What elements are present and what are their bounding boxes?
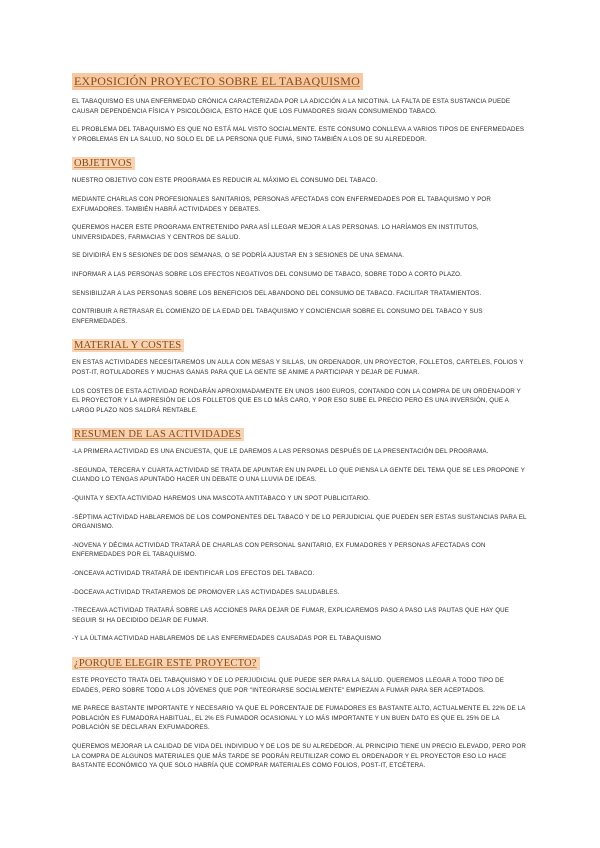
section-heading-porque: ¿PORQUE ELEGIR ESTE PROYECTO? (72, 657, 260, 670)
objetivos-paragraph: MEDIANTE CHARLAS CON PROFESIONALES SANITARIOS, PERSONAS AFECTADAS CON ENFERMEDADES POR EL TABAQUISMO Y POR EXFUMADORES. TAMBIÉN HABRÁ ACTIVIDADES Y DEBATES. (72, 195, 491, 213)
resumen-paragraph: -ONCEAVA ACTIVIDAD TRATARÁ DE IDENTIFICAR LOS EFECTOS DEL TABACO. (72, 570, 315, 578)
resumen-paragraph: -NOVENA Y DÉCIMA ACTIVIDAD TRATARÁ DE CHARLAS CON PERSONAL SANITARIO, EX FUMADORES Y PERSONAS AFECTADAS CON ENFERMEDADES POR EL TABAQUISMO. (72, 541, 486, 559)
resumen-paragraph: -DOCEAVA ACTIVIDAD TRATAREMOS DE PROMOVER LAS ACTIVIDADES SALUDABLES. (72, 588, 340, 596)
document-page (72, 72, 528, 780)
porque-paragraph: QUEREMOS MEJORAR LA CALIDAD DE VIDA DEL INDIVIDUO Y DE LOS DE SU ALREDEDOR. AL PRINCIPIO TIENE UN PRECIO ELEVADO, PERO POR LA COMPRA DE ALGUNOS MATERIALES QUE MÁS TARDE SE PODRÁN REUTILIZAR COMO EL ORDENADOR Y EL PROYECTOR ESO LO HACE BASTANTE ECONÓMICO YA QUE SOLO HABRÍA QUE COMPRAR MATERIALES COMO FOLIOS, POST-IT, ETCÉTERA. (72, 742, 527, 770)
material-paragraph: LOS COSTES DE ESTA ACTIVIDAD RONDARÁN APROXIMADAMENTE EN UNOS 1600 EUROS, CONTANDO CON LA COMPRA DE UN ORDENADOR Y EL PROYECTOR Y LA IMPRESIÓN DE LOS FOLLETOS QUE ES LO MÁS CARO, Y POR ESO SUBE EL PRECIO PERO ES UNA INVERSIÓN, QUE A LARGO PLAZO NOS SALDRÁ RENTABLE. (72, 387, 521, 414)
porque-paragraph: ME PARECE BASTANTE IMPORTANTE Y NECESARIO YA QUE EL PORCENTAJE DE FUMADORES ES BASTANTE ALTO, ACTUALMENTE EL 22% DE LA POBLACIÓN ES FUMADORA HABITUAL, EL 2% ES FUMADOR OCASIONAL Y LO MÁS IMPORTANTE Y UN BUEN DATO ES QUE EL 25% DE LA POBLACIÓN SE DECLARAN EXFUMADORES. (72, 705, 526, 732)
objetivos-paragraph: NUESTRO OBJETIVO CON ESTE PROGRAMA ES REDUCIR AL MÁXIMO EL CONSUMO DEL TABACO. (72, 177, 378, 185)
objetivos-paragraph: SE DIVIDIRÁ EN 5 SESIONES DE DOS SEMANAS, O SE PODRÍA AJUSTAR EN 3 SESIONES DE UNA SEMANA. (72, 252, 405, 260)
resumen-paragraph: -SÉPTIMA ACTIVIDAD HABLAREMOS DE LOS COMPONENTES DEL TABACO Y DE LO PERJUDICIAL QUE PUEDEN SER ESTAS SUSTANCIAS PARA EL ORGANISMO. (72, 513, 527, 531)
resumen-paragraph: -SEGUNDA, TERCERA Y CUARTA ACTIVIDAD SE TRATA DE APUNTAR EN UN PAPEL LO QUE PIENSA LA GENTE DEL TEMA QUE SE LES PROPONE Y CUANDO LO TENGAS APUNTADO HACER UN DEBATE O UNA LLUVIA DE IDEAS. (72, 466, 525, 484)
section-heading-material: MATERIAL Y COSTES (72, 339, 184, 352)
porque-paragraph: ESTE PROYECTO TRATA DEL TABAQUISMO Y DE LO PERJUDICIAL QUE PUEDE SER PARA LA SALUD. QUEREMOS LLEGAR A TODO TIPO DE EDADES, PERO SOBRE TODO A LOS JÓVENES QUE POR "INTEGRARSE SOCIALMENTE" EMPIEZAN A FUMAR PARA SER ACEPTADOS. (72, 677, 505, 694)
objetivos-paragraph: CONTRIBUIR A RETRASAR EL COMIENZO DE LA EDAD DEL TABAQUISMO Y CONCIENCIAR SOBRE EL CONSUMO DEL TABACO Y SUS ENFERMEDADES. (72, 308, 483, 325)
resumen-paragraph: -QUINTA Y SEXTA ACTIVIDAD HAREMOS UNA MASCOTA ANTITABACO Y UN SPOT PUBLICITARIO. (72, 495, 370, 503)
resumen-paragraph: -TRECEAVA ACTIVIDAD TRATARÁ SOBRE LAS ACCIONES PARA DEJAR DE FUMAR, EXPLICAREMOS PASO A PASO LAS PAUTAS QUE HAY QUE SEGUIR SI HA DECIDIDO DEJAR DE FUMAR. (72, 607, 510, 624)
section-heading-resumen: RESUMEN DE LAS ACTIVIDADES (72, 428, 244, 441)
objetivos-paragraph: INFORMAR A LAS PERSONAS SOBRE LOS EFECTOS NEGATIVOS DEL CONSUMO DE TABACO, SOBRE TODO A CORTO PLAZO. (72, 270, 463, 278)
resumen-paragraph: -LA PRIMERA ACTIVIDAD ES UNA ENCUESTA, QUE LE DAREMOS A LAS PERSONAS DESPUÉS DE LA PRESENTACIÓN DEL PROGRAMA. (72, 448, 489, 456)
material-paragraph: EN ESTAS ACTIVIDADES NECESITAREMOS UN AULA CON MESAS Y SILLAS, UN ORDENADOR, UN PROYECTOR, FOLLETOS, CARTELES, FOLIOS Y POST-IT, ROTULADORES Y MUCHAS GANAS PARA QUE LA GENTE SE ANIME A PARTICIPAR Y DEJAR DE FUMAR. (72, 359, 524, 376)
resumen-paragraph: -Y LA ÚLTIMA ACTIVIDAD HABLAREMOS DE LAS ENFERMEDADES CAUSADAS POR EL TABAQUISMO (72, 635, 382, 643)
intro-paragraph: EL TABAQUISMO ES UNA ENFERMEDAD CRÓNICA CARACTERIZADA POR LA ADICCIÓN A LA NICOTINA. LA FALTA DE ESTA SUSTANCIA PUEDE CAUSAR DEPENDENCIA FÍSICA Y PSICOLÓGICA, ESTO HACE QUE LOS FUMADORES SIGAN CONSUMIENDO TABACO. (72, 98, 511, 115)
intro-paragraph: EL PROBLEMA DEL TABAQUISMO ES QUE NO ESTÁ MAL VISTO SOCIALMENTE. ESTE CONSUMO CONLLEVA A VARIOS TIPOS DE ENFERMEDADES Y PROBLEMAS EN LA SALUD, NO SOLO EL DE LA PERSONA QUE FUMA, SINO TAMBIÉN A LOS DE SU ALREDEDOR. (72, 126, 525, 143)
section-heading-objetivos: OBJETIVOS (72, 157, 135, 170)
document-title: EXPOSICIÓN PROYECTO SOBRE EL TABAQUISMO (72, 73, 363, 90)
objetivos-paragraph: SENSIBILIZAR A LAS PERSONAS SOBRE LOS BENEFICIOS DEL ABANDONO DEL CONSUMO DE TABACO. FACILITAR TRATAMIENTOS. (72, 289, 482, 297)
objetivos-paragraph: QUEREMOS HACER ESTE PROGRAMA ENTRETENIDO PARA ASÍ LLEGAR MEJOR A LAS PERSONAS. LO HARÍAMOS EN INSTITUTOS, UNIVERSIDADES, FARMACIAS Y CENTROS DE SALUD. (72, 224, 479, 241)
